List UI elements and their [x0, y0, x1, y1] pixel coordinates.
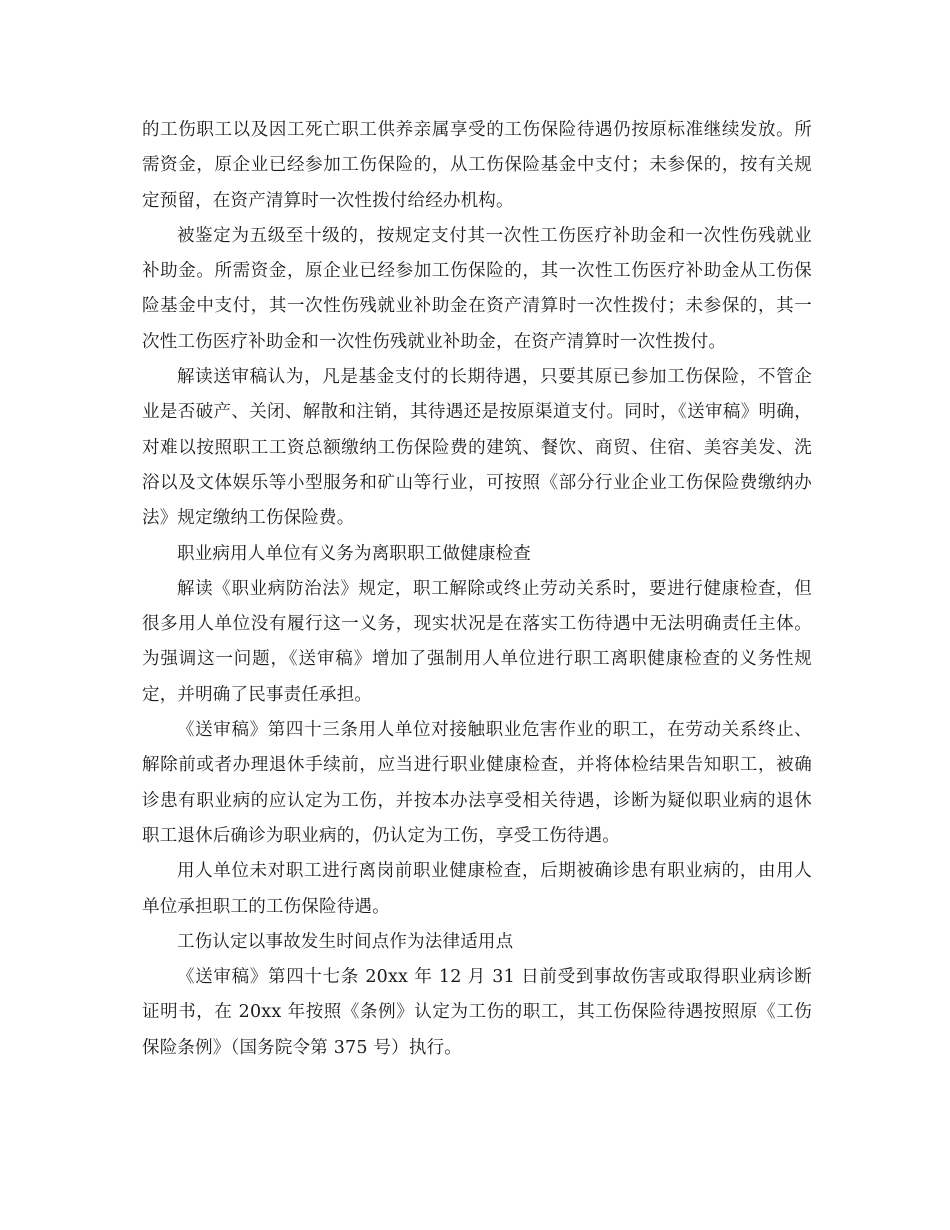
paragraph: 用人单位未对职工进行离岗前职业健康检查，后期被确诊患有职业病的，由用人单位承担职工的工伤保险待遇。	[142, 861, 812, 917]
paragraph-continuation: 的工伤职工以及因工死亡职工供养亲属享受的工伤保险待遇仍按原标准继续发放。所需资金，原企业已经参加工伤保险的，从工伤保险基金中支付；未参保的，按有关规定预留，在资产清算时一次性拨付给经办机构。	[142, 120, 812, 211]
section-heading: 职业病用人单位有义务为离职职工做健康检查	[177, 543, 531, 564]
paragraph: 《送审稿》第四十三条用人单位对接触职业危害作业的职工，在劳动关系终止、解除前或者办理退休手续前，应当进行职业健康检查，并将体检结果告知职工，被确诊患有职业病的应认定为工伤，并按本办法享受相关待遇，诊断为疑似职业病的退休职工退休后确诊为职业病的，仍认定为工伤，享受工伤待遇。	[142, 720, 812, 846]
paragraph: 解读送审稿认为，凡是基金支付的长期待遇，只要其原已参加工伤保险，不管企业是否破产、关闭、解散和注销，其待遇还是按原渠道支付。同时，《送审稿》明确，对难以按照职工工资总额缴纳工伤保险费的建筑、餐饮、商贸、住宿、美容美发、洗浴以及文体娱乐等小型服务和矿山等行业，可按照《部分行业企业工伤保险费缴纳办法》规定缴纳工伤保险费。	[142, 367, 812, 529]
paragraph: 解读《职业病防治法》规定，职工解除或终止劳动关系时，要进行健康检查，但很多用人单位没有履行这一义务，现实状况是在落实工伤待遇中无法明确责任主体。为强调这一问题，《送审稿》增加了强制用人单位进行职工离职健康检查的义务性规定，并明确了民事责任承担。	[142, 578, 812, 705]
section-heading: 工伤认定以事故发生时间点作为法律适用点	[177, 931, 514, 952]
document-body	[142, 113, 812, 1066]
paragraph: 《送审稿》第四十七条 20xx 年 12 月 31 日前受到事故伤害或取得职业病诊断证明书，在 20xx 年按照《条例》认定为工伤的职工，其工伤保险待遇按照原《工伤保险条例》（国务院令第 375 号）执行。	[142, 967, 812, 1058]
paragraph: 被鉴定为五级至十级的，按规定支付其一次性工伤医疗补助金和一次性伤残就业补助金。所需资金，原企业已经参加工伤保险的，其一次性工伤医疗补助金从工伤保险基金中支付，其一次性伤残就业补助金在资产清算时一次性拨付；未参保的，其一次性工伤医疗补助金和一次性伤残就业补助金，在资产清算时一次性拨付。	[142, 225, 812, 352]
